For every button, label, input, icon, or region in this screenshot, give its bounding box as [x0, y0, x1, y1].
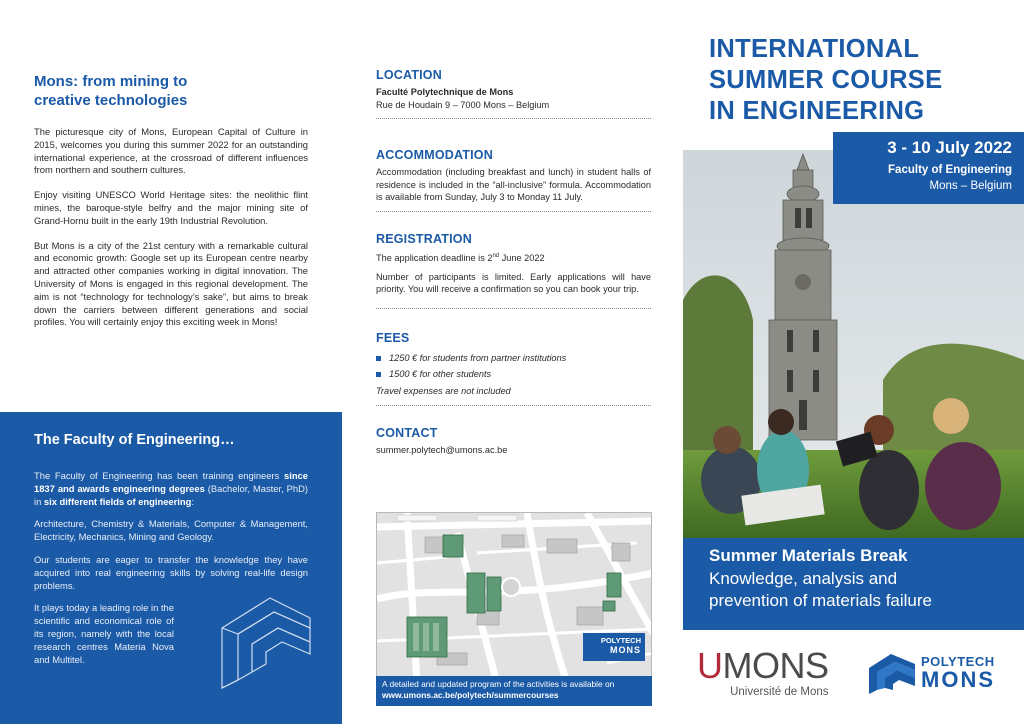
program-url-link[interactable]: www.umons.ac.be/polytech/summercourses	[382, 690, 559, 700]
map-polytech-logo: POLYTECH MONS	[583, 633, 645, 661]
mons-intro-panel	[0, 0, 342, 412]
registration-heading: REGISTRATION	[376, 232, 472, 246]
accommodation-heading: ACCOMMODATION	[376, 148, 493, 162]
faculty-paragraph-1: The Faculty of Engineering has been training engineers since 1837 and awards engineering degrees (Bachelor, Master, PhD) in six different fields of engineering:	[34, 470, 309, 507]
accommodation-section	[376, 119, 651, 211]
mons-paragraph-2: Enjoy visiting UNESCO World Heritage sites: the neolithic flint mines, the baroque-style belfry and the major mining site of Grand-Hornu built in the early 19th Industrial Revolution.	[34, 189, 308, 226]
mons-heading: Mons: from mining to creative technologies	[34, 73, 188, 109]
summer-title: Summer Materials Break	[709, 546, 908, 565]
location-name: Faculté Polytechnique de Mons	[376, 87, 514, 97]
umons-subtitle: Université de Mons	[730, 686, 829, 698]
umons-logo: UMONS Université de Mons	[697, 645, 829, 698]
fees-section	[376, 309, 651, 405]
mons-paragraph-1: The picturesque city of Mons, European Capital of Culture in 2015, welcomes you during this summer 2022 for an outstanding international experience, at the crossroad of different influences from northern and southern cultures.	[34, 126, 308, 176]
contact-heading: CONTACT	[376, 426, 438, 440]
fee-item: 1500 € for other students	[376, 369, 651, 379]
fee-item: 1250 € for students from partner institutions	[376, 353, 651, 363]
fees-note: Travel expenses are not included	[376, 386, 511, 396]
faculty-panel	[0, 412, 342, 724]
course-faculty: Faculty of Engineering	[888, 164, 1012, 176]
location-heading: LOCATION	[376, 68, 442, 82]
faculty-paragraph-4: It plays today a leading role in the scientific and economical role of its region, namely with the local research centres Materia Nova and Multitel.	[34, 602, 174, 665]
polytech-logo: POLYTECH MONS	[867, 650, 995, 694]
polytech-cube-icon	[867, 650, 917, 694]
campus-photo	[683, 150, 1024, 538]
campus-map[interactable]	[376, 512, 652, 682]
bullet-square-icon	[376, 356, 381, 361]
summer-materials-box	[683, 538, 1024, 630]
location-address: Rue de Houdain 9 – 7000 Mons – Belgium	[376, 99, 550, 110]
fees-heading: FEES	[376, 331, 410, 345]
contact-section	[376, 406, 651, 457]
belfry-students-photo	[683, 150, 1024, 538]
registration-deadline: The application deadline is 2nd June 2022	[376, 253, 545, 264]
bullet-square-icon	[376, 372, 381, 377]
location-section	[376, 68, 651, 118]
faculty-paragraph-3: Our students are eager to transfer the knowledge they have acquired into real engineering skills by solving real-life design problems.	[34, 553, 308, 591]
faculty-heading: The Faculty of Engineering…	[34, 432, 235, 448]
course-title: INTERNATIONAL SUMMER COURSE IN ENGINEERING	[709, 35, 943, 125]
program-link-caption: A detailed and updated program of the activities is available on www.umons.ac.be/polytech/summercourses	[376, 676, 652, 706]
summer-subtitle-2: prevention of materials failure	[709, 591, 933, 610]
summer-subtitle-1: Knowledge, analysis and	[709, 569, 898, 588]
registration-section	[376, 212, 651, 308]
polytech-outline-logo-icon	[218, 588, 314, 694]
faculty-paragraph-2: Architecture, Chemistry & Materials, Computer & Management, Electricity, Mechanics, Mining and Geology.	[34, 518, 308, 543]
course-place: Mons – Belgium	[929, 180, 1012, 192]
registration-text: Number of participants is limited. Early applications will have priority. You will receive a confirmation so you can book your trip.	[376, 271, 651, 295]
mons-paragraph-3: But Mons is a city of the 21st century with a remarkable cultural and economic growth: Google set up its European centre nearby and attracted other companies working in digital innovation. The University of Mons is engaged in this regional development. The aim is not “technology for technology’s sake”, but aims to break down the carriers between different generations and social profiles. You will certainly enjoy this exciting week in Mons!	[34, 239, 308, 328]
course-dates: 3 - 10 July 2022	[887, 138, 1012, 157]
accommodation-text: Accommodation (including breakfast and lunch) in student halls of residence is included in the “all-inclusive” formula. Accommodation is available from Sunday, July 3 to Monday 11 July.	[376, 167, 651, 203]
course-dates-box	[833, 132, 1024, 204]
contact-email[interactable]: summer.polytech@umons.ac.be	[376, 445, 508, 455]
cover-panel	[683, 0, 1024, 724]
